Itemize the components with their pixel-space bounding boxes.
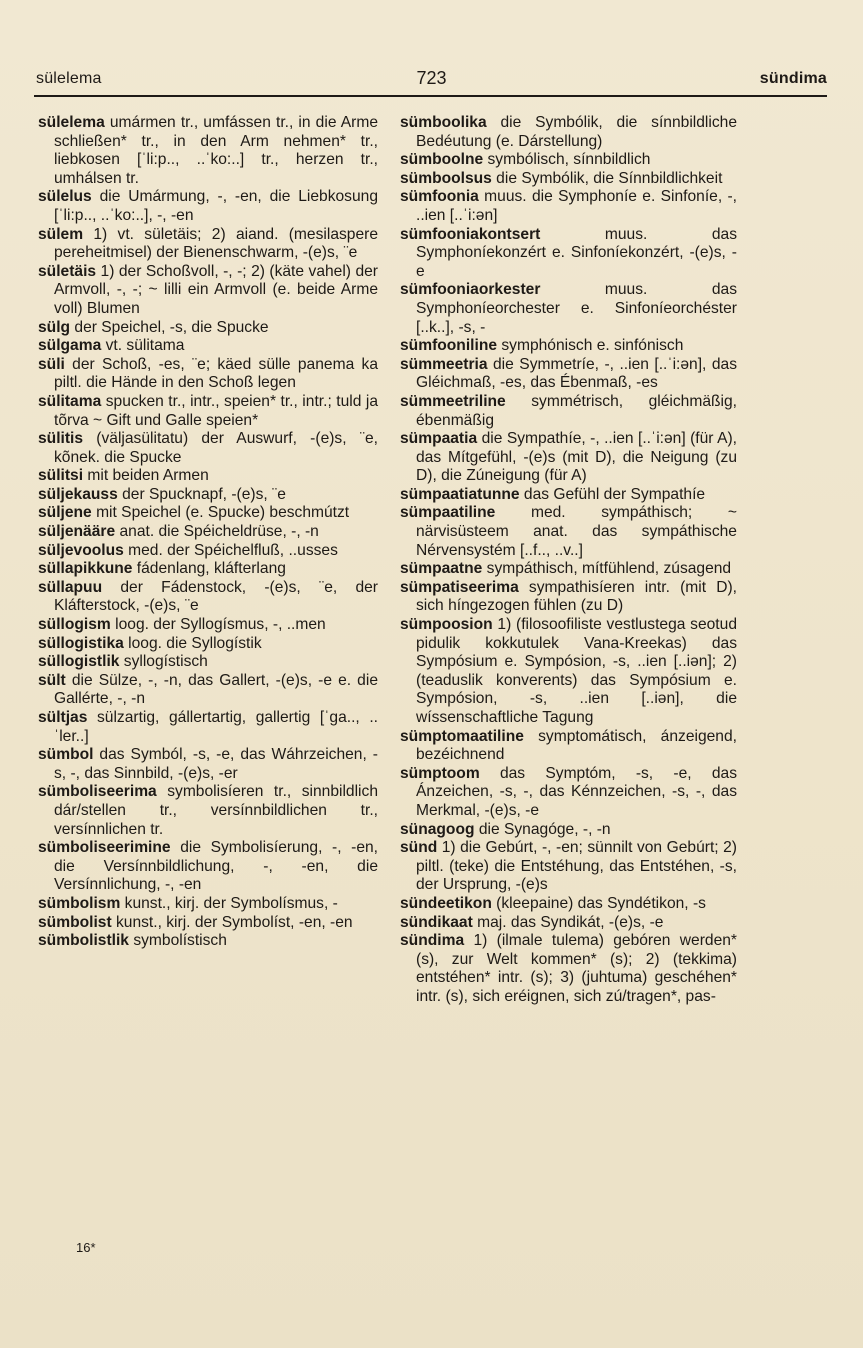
dictionary-entry <box>38 560 378 579</box>
entry-definition: muus. das Symphoníeorchester e. Sinfoníeorchéster [..k..], -s, - <box>416 281 737 336</box>
dictionary-entry <box>38 467 378 486</box>
entry-headword: sülg <box>38 318 71 336</box>
dictionary-entry <box>400 728 737 765</box>
entry-definition: umármen tr., umfássen tr., in die Arme schließen* tr., in den Arm nehmen* tr., liebkosen [ˈli:p.., ..ˈko:..] tr., herzen tr., umhálsen tr. <box>54 114 378 187</box>
dictionary-entry <box>38 653 378 672</box>
left-column <box>38 114 378 951</box>
entry-definition: die Symbólik, die Sínnbildlichkeit <box>491 169 723 187</box>
entry-definition: symbolisíeren tr., sinnbildlich dár/stellen tr., versínnbildlichen tr., versínnlichen tr. <box>54 783 378 838</box>
entry-headword: sümboolne <box>400 151 484 169</box>
entry-headword: süljekauss <box>38 485 118 503</box>
entry-headword: sülelus <box>38 188 92 206</box>
entry-definition: 1) (filosoofiliste vestlustega seotud pidulik kokkutulek Vana-Kreekas) das Sympósium e. Sympósion, -s, ..ien [..iən]; 2) (teaduslik konverents) das Sympósium e. Sympósion, -s, ..ien [..iən], die wíssenschaftliche Tagung <box>416 616 737 726</box>
entry-definition: maj. das Syndikát, -(e)s, -e <box>472 913 664 931</box>
entry-headword: sülitama <box>38 392 102 410</box>
entry-definition: 1) der Schoßvoll, -, -; 2) (käte vahel) der Armvoll, -, -; ~ lilli ein Armvoll (e. beide Arme voll) Blumen <box>54 262 378 317</box>
dictionary-entry <box>400 895 737 914</box>
dictionary-entry <box>38 579 378 616</box>
dictionary-entry <box>400 765 737 821</box>
dictionary-entry <box>38 486 378 505</box>
entry-definition: die Sympathíe, -, ..ien [..ˈi:ən] (für A), das Mítgefühl, -(e)s (mit D), die Neigung (zu D), die Zúneigung (für A) <box>416 430 737 485</box>
dictionary-entry <box>400 151 737 170</box>
dictionary-entry <box>38 839 378 895</box>
dictionary-entry <box>400 932 737 1006</box>
entry-definition: der Schoß, -es, ¨e; käed sülle panema ka piltl. die Hände in den Schoß legen <box>54 355 378 392</box>
entry-headword: sündeetikon <box>400 894 492 912</box>
entry-headword: sümbol <box>38 746 94 764</box>
entry-definition: mit Speichel (e. Spucke) beschmútzt <box>91 504 350 522</box>
entry-headword: süllapikkune <box>38 560 133 578</box>
dictionary-entry <box>400 170 737 189</box>
entry-definition: die Sülze, -, -n, das Gallert, -(e)s, -e e. die Gallérte, -, -n <box>54 671 378 708</box>
entry-definition: syllogístisch <box>119 653 208 671</box>
entry-headword: sündikaat <box>400 913 473 931</box>
dictionary-entry <box>38 523 378 542</box>
dictionary-entry <box>38 114 378 188</box>
entry-definition: (väljasülitatu) der Auswurf, -(e)s, ¨e, kõnek. die Spucke <box>54 430 378 466</box>
entry-definition: muus. die Symphoníe e. Sinfoníe, -, ..ien [..ˈi:ən] <box>416 188 737 224</box>
entry-definition: sympáthisch, mítfühlend, zúsagend <box>482 560 732 578</box>
signature-mark: 16* <box>76 1240 96 1255</box>
dictionary-entry <box>38 895 378 914</box>
entry-definition: loog. die Syllogístik <box>123 634 262 652</box>
entry-headword: sünagoog <box>400 820 475 838</box>
entry-definition: anat. die Spéicheldrüse, -, -n <box>115 523 319 541</box>
entry-definition: die Umármung, -, -en, die Liebkosung [ˈli:p.., ..ˈko:..], -, -en <box>54 188 378 224</box>
dictionary-entry <box>38 430 378 467</box>
entry-definition: kunst., kirj. der Symbolísmus, - <box>120 894 338 912</box>
entry-definition: sülzartig, gállertartig, gallertig [ˈga.., ..ˈler..] <box>54 709 378 745</box>
entry-headword: sündima <box>400 932 465 950</box>
dictionary-entry <box>400 579 737 616</box>
entry-headword: sülitsi <box>38 467 84 485</box>
entry-headword: süli <box>38 355 65 373</box>
right-column <box>400 114 737 1007</box>
entry-headword: sümpaatiline <box>400 504 496 522</box>
entry-definition: 1) (ilmale tulema) gebóren werden* (s), zur Welt kommen* (s); 2) (tekkima) entstéhen* intr. (s); 3) (juhtuma) geschéhen* intr. (s), sich eréignen, sich zú/tragen*, pas- <box>416 932 737 1005</box>
entry-headword: sümpaatia <box>400 430 478 448</box>
entry-definition: symptomátisch, ánzeigend, bezéichnend <box>416 727 737 764</box>
dictionary-entry <box>400 356 737 393</box>
header-rule <box>34 95 827 97</box>
dictionary-entry <box>38 709 378 746</box>
dictionary-entry <box>400 281 737 337</box>
entry-definition: die Synagóge, -, -n <box>474 820 611 838</box>
entry-headword: süljevoolus <box>38 541 124 559</box>
entry-headword: sümfoonia <box>400 188 479 206</box>
entry-definition: symbolístisch <box>128 932 227 950</box>
entry-headword: sümbolism <box>38 894 121 912</box>
entry-headword: sümboolika <box>400 114 487 131</box>
dictionary-entry <box>400 504 737 560</box>
entry-headword: sültjas <box>38 709 88 726</box>
entry-definition: loog. der Syllogísmus, -, ..men <box>110 616 326 634</box>
dictionary-entry <box>400 114 737 151</box>
entry-headword: sümbolistlik <box>38 932 129 950</box>
entry-definition: 1) vt. sületäis; 2) aiand. (mesilaspere pereheitmisel) der Bienenschwarm, -(e)s, ¨e <box>54 225 378 262</box>
dictionary-entry <box>38 932 378 951</box>
entry-definition: med. der Spéichelfluß, ..usses <box>123 541 338 559</box>
entry-definition: symmétrisch, gléichmäßig, ébenmäßig <box>416 392 737 429</box>
entry-definition: symbólisch, sínnbildlich <box>483 151 651 169</box>
dictionary-entry <box>400 188 737 225</box>
entry-definition: 1) die Gebúrt, -, -en; sünnilt von Gebúrt; 2) piltl. (teke) die Entstéhung, das Entstéhen, -s, der Ursprung, -(e)s <box>416 839 737 894</box>
entry-headword: süllapuu <box>38 578 103 596</box>
entry-headword: sümpoosion <box>400 616 493 634</box>
entry-headword: sült <box>38 671 66 689</box>
entry-headword: sülem <box>38 225 84 243</box>
entry-headword: sümfooniline <box>400 337 498 355</box>
entry-headword: sümptoom <box>400 764 480 782</box>
entry-definition: muus. das Symphoníekonzért e. Sinfoníekonzért, -(e)s, -e <box>416 225 737 280</box>
running-header <box>36 62 827 94</box>
entry-headword: sümmeetria <box>400 355 488 373</box>
entry-definition: der Spucknapf, -(e)s, ¨e <box>117 485 286 503</box>
entry-definition: vt. sülitama <box>101 337 185 355</box>
dictionary-entry <box>400 839 737 895</box>
entry-definition: fádenlang, kláfterlang <box>132 560 286 578</box>
entry-headword: süllogistika <box>38 634 124 652</box>
entry-headword: sümpaatne <box>400 560 483 578</box>
entry-headword: süllogism <box>38 616 111 634</box>
entry-headword: sülgama <box>38 337 102 355</box>
entry-headword: sümptomaatiline <box>400 727 524 745</box>
entry-headword: sümmeetriline <box>400 392 506 410</box>
entry-definition: mit beiden Armen <box>83 467 209 485</box>
dictionary-entry <box>400 616 737 728</box>
dictionary-entry <box>38 504 378 523</box>
page-number: 723 <box>416 68 447 88</box>
entry-definition: kunst., kirj. der Symbolíst, -en, -en <box>111 913 353 931</box>
entry-headword: sünd <box>400 839 438 857</box>
header-last-word: sündima <box>759 70 827 87</box>
dictionary-entry <box>400 337 737 356</box>
dictionary-entry <box>38 393 378 430</box>
entry-definition: (kleepaine) das Syndétikon, -s <box>491 894 706 912</box>
entry-definition: spucken tr., intr., speien* tr., intr.; tuld ja tõrva ~ Gift und Galle speien* <box>54 392 378 429</box>
dictionary-entry <box>400 560 737 579</box>
dictionary-entry <box>38 356 378 393</box>
entry-definition: der Fádenstock, -(e)s, ¨e, der Kláfterstock, -(e)s, ¨e <box>54 578 378 615</box>
dictionary-entry <box>38 616 378 635</box>
entry-headword: sümbolist <box>38 913 112 931</box>
entry-definition: das Symból, -s, -e, das Wáhrzeichen, -s, -, das Sinnbild, -(e)s, -er <box>54 746 378 782</box>
dictionary-entry <box>38 746 378 783</box>
dictionary-entry <box>400 486 737 505</box>
entry-headword: sümboolsus <box>400 169 492 187</box>
dictionary-entry <box>38 914 378 933</box>
entry-definition: symphónisch e. sinfónisch <box>497 337 684 355</box>
dictionary-entry <box>38 263 378 319</box>
entry-headword: sümboliseerimine <box>38 839 171 857</box>
entry-definition: der Speichel, -s, die Spucke <box>70 318 269 336</box>
entry-definition: das Symptóm, -s, -e, das Ánzeichen, -s, -, das Kénnzeichen, -s, -, das Merkmal, -(e)s, -e <box>416 764 737 819</box>
entry-definition: die Symbólik, die sínnbildliche Bedéutung (e. Dárstellung) <box>416 114 737 150</box>
dictionary-entry <box>38 226 378 263</box>
dictionary-entry <box>38 672 378 709</box>
entry-headword: süljene <box>38 504 92 522</box>
dictionary-entry <box>400 393 737 430</box>
entry-headword: sülelema <box>38 114 105 131</box>
header-first-word: sülelema <box>36 70 102 87</box>
entry-headword: süllogistlik <box>38 653 120 671</box>
dictionary-entry <box>38 319 378 338</box>
dictionary-entry <box>38 542 378 561</box>
entry-headword: sümfooniakontsert <box>400 225 541 243</box>
entry-definition: das Gefühl der Sympathíe <box>519 485 706 503</box>
entry-headword: sümpaatiatunne <box>400 485 520 503</box>
entry-definition: die Symmetríe, -, ..ien [..ˈi:ən], das Gléichmaß, -es, das Ébenmaß, -es <box>416 355 737 392</box>
dictionary-entry <box>400 226 737 282</box>
entry-headword: sülitis <box>38 430 84 448</box>
dictionary-entry <box>38 635 378 654</box>
dictionary-entry <box>400 430 737 486</box>
dictionary-entry <box>400 914 737 933</box>
dictionary-entry <box>38 337 378 356</box>
entry-headword: sümpatiseerima <box>400 578 519 596</box>
entry-headword: sümboliseerima <box>38 783 157 801</box>
dictionary-entry <box>400 821 737 840</box>
entry-headword: sületäis <box>38 262 97 280</box>
entry-definition: med. sympáthisch; ~ närvisüsteem anat. das sympáthische Nérvensystém [..f.., ..v..] <box>416 504 737 559</box>
entry-headword: süljenääre <box>38 523 116 541</box>
entry-definition: sympathisíeren intr. (mit D), sich híngezogen fühlen (zu D) <box>416 578 737 615</box>
entry-headword: sümfooniaorkester <box>400 281 541 299</box>
entry-definition: die Symbolisíerung, -, -en, die Versínnbildlichung, -, -en, die Versínnlichung, -, -en <box>54 839 378 894</box>
dictionary-entry <box>38 188 378 225</box>
dictionary-entry <box>38 783 378 839</box>
